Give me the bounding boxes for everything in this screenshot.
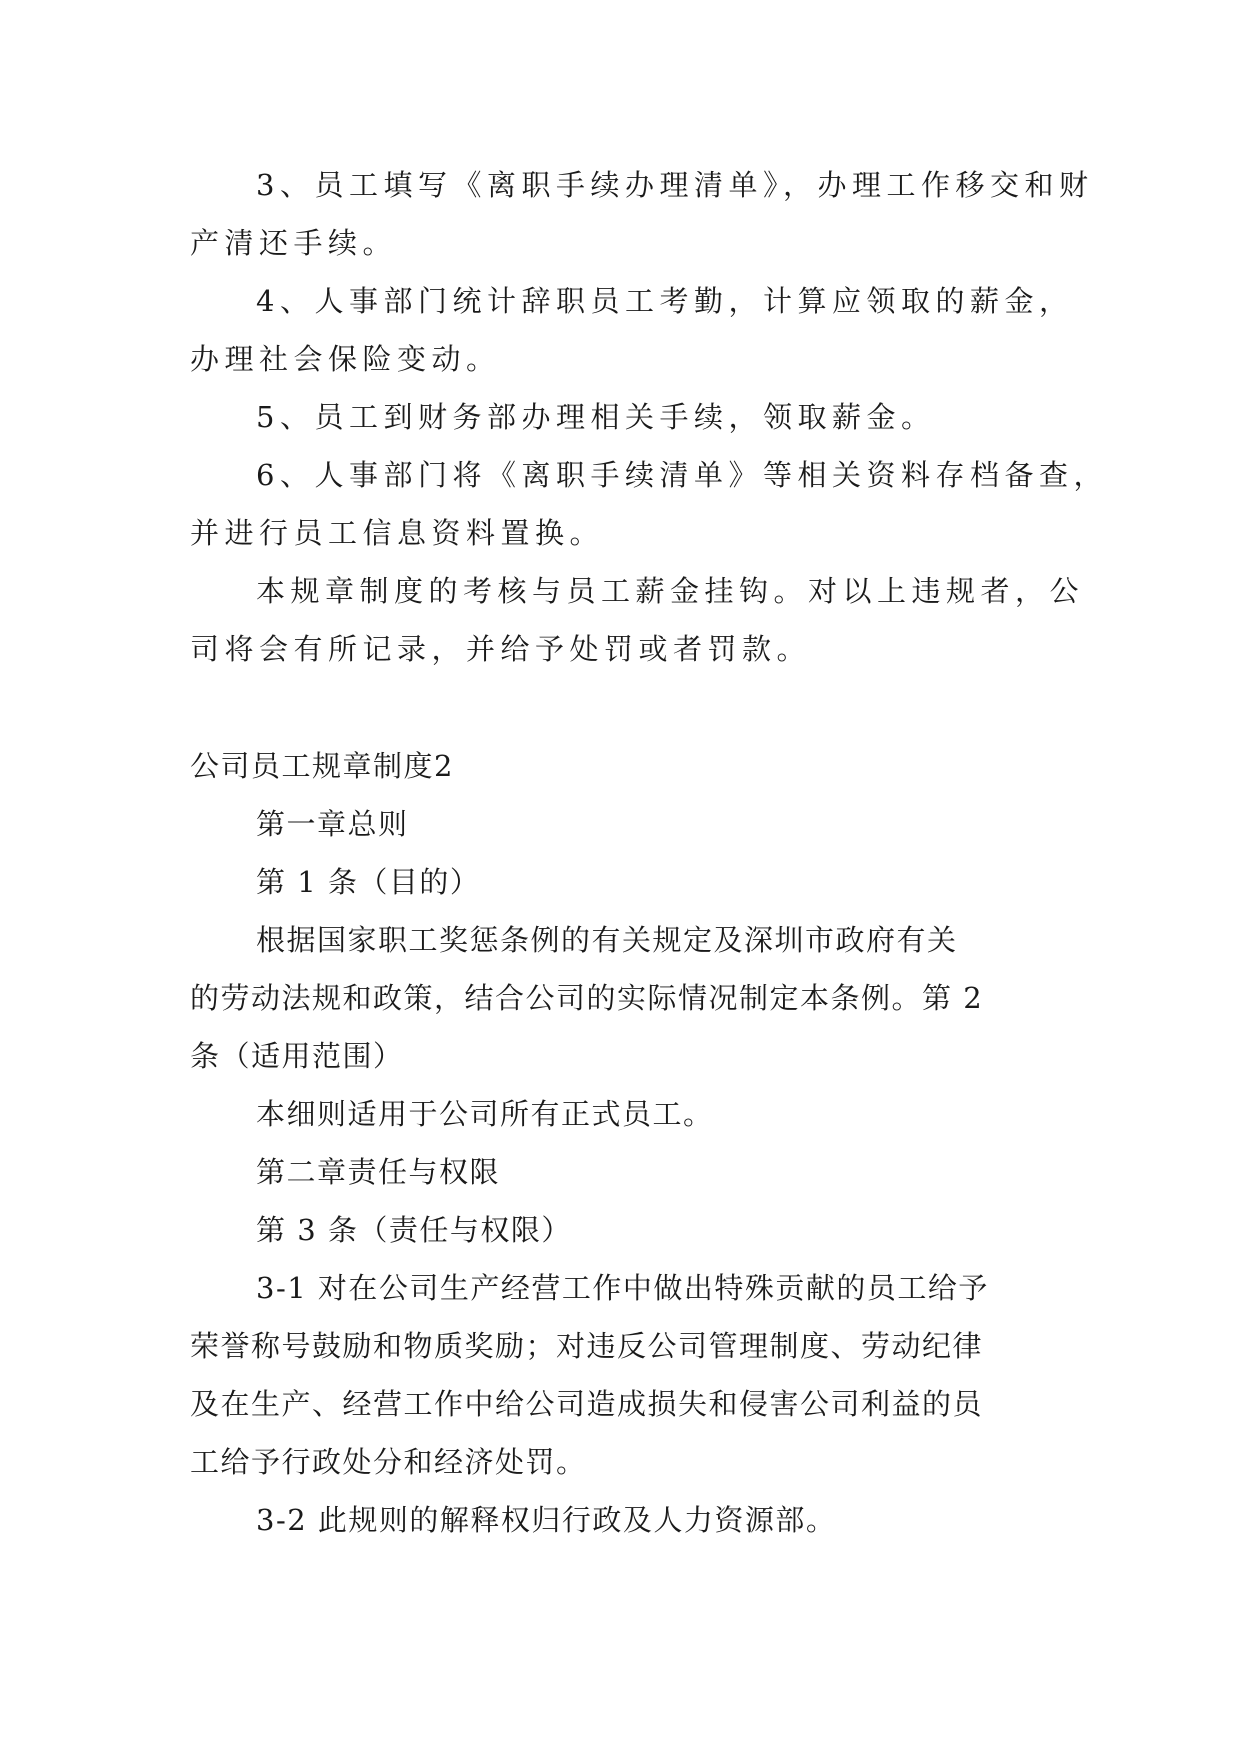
paragraph-line: 荣誉称号鼓励和物质奖励；对违反公司管理制度、劳动纪律 — [190, 1329, 984, 1363]
paragraph-line: 办理社会保险变动。 — [190, 342, 501, 376]
paragraph-line: 4、人事部门统计辞职员工考勤，计算应领取的薪金， — [256, 284, 1074, 318]
paragraph-line: 5、员工到财务部办理相关手续，领取薪金。 — [256, 400, 936, 434]
paragraph-line: 司将会有所记录，并给予处罚或者罚款。 — [190, 632, 812, 666]
paragraph-line: 条（适用范围） — [190, 1039, 404, 1073]
article-heading: 第 3 条（责任与权限） — [256, 1213, 572, 1247]
paragraph-line: 本细则适用于公司所有正式员工。 — [256, 1097, 714, 1131]
paragraph-line: 的劳动法规和政策，结合公司的实际情况制定本条例。第 2 — [190, 981, 984, 1015]
chapter-heading: 第一章总则 — [256, 807, 409, 841]
paragraph-line: 工给予行政处分和经济处罚。 — [190, 1445, 587, 1479]
section-title: 公司员工规章制度2 — [190, 749, 454, 783]
paragraph-line: 3-1 对在公司生产经营工作中做出特殊贡献的员工给予 — [256, 1271, 989, 1305]
paragraph-line: 本规章制度的考核与员工薪金挂钩。对以上违规者，公 — [256, 574, 1085, 608]
paragraph-line: 根据国家职工奖惩条例的有关规定及深圳市政府有关 — [256, 923, 958, 957]
paragraph-line: 6、人事部门将《离职手续清单》等相关资料存档备查， — [256, 458, 1108, 492]
paragraph-line: 产清还手续。 — [190, 226, 398, 260]
paragraph-line: 3-2 此规则的解释权归行政及人力资源部。 — [256, 1503, 837, 1537]
paragraph-line: 并进行员工信息资料置换。 — [190, 516, 605, 550]
paragraph-line: 3、员工填写《离职手续办理清单》，办理工作移交和财 — [256, 168, 1094, 202]
chapter-heading: 第二章责任与权限 — [256, 1155, 501, 1189]
paragraph-line: 及在生产、经营工作中给公司造成损失和侵害公司利益的员 — [190, 1387, 984, 1421]
article-heading: 第 1 条（目的） — [256, 865, 481, 899]
